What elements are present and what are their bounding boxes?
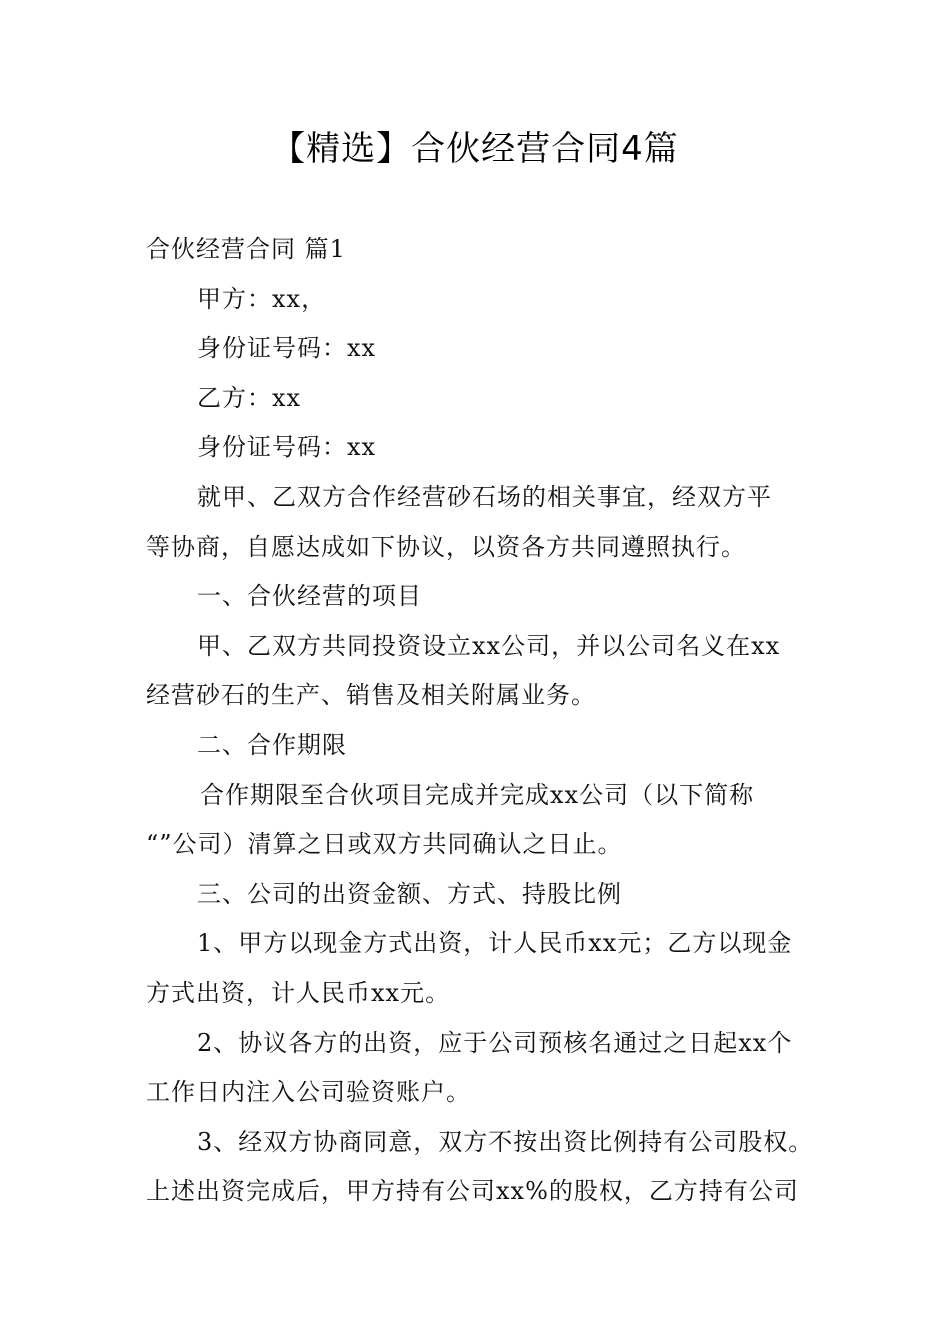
paragraph-line: 上述出资完成后，甲方持有公司xx%的股权，乙方持有公司 [146,1177,799,1206]
paragraph-line: 1、甲方以现金方式出资，计人民币xx元；乙方以现金 [197,929,793,958]
clause-heading: 二、合作期限 [197,730,347,759]
paragraph-line: 合作期限至合伙项目完成并完成xx公司（以下简称 [200,780,755,809]
paragraph-line: 2、协议各方的出资，应于公司预核名通过之日起xx个 [197,1028,793,1057]
paragraph-line: 就甲、乙双方合作经营砂石场的相关事宜，经双方平 [197,482,772,511]
clause-heading: 一、合伙经营的项目 [197,582,422,611]
party-b-line: 乙方：xx [197,383,302,412]
paragraph-line: 甲、乙双方共同投资设立xx公司，并以公司名义在xx [197,631,781,660]
section-heading: 合伙经营合同 篇1 [146,235,346,263]
paragraph-line: “”公司）清算之日或双方共同确认之日止。 [146,830,623,859]
party-a-line: 甲方：xx， [197,284,327,313]
document-title: 【精选】合伙经营合同4篇 [271,129,679,169]
paragraph-line: 经营砂石的生产、销售及相关附属业务。 [146,681,596,710]
party-b-id-line: 身份证号码：xx [197,433,377,462]
clause-heading: 三、公司的出资金额、方式、持股比例 [197,879,622,908]
party-a-id-line: 身份证号码：xx [197,334,377,363]
paragraph-line: 方式出资，计人民币xx元。 [146,978,451,1007]
paragraph-line: 等协商，自愿达成如下协议，以资各方共同遵照执行。 [146,532,746,561]
paragraph-line: 工作日内注入公司验资账户。 [146,1078,471,1107]
paragraph-line: 3、经双方协商同意，双方不按出资比例持有公司股权。 [197,1127,814,1156]
document-body [146,225,816,1217]
